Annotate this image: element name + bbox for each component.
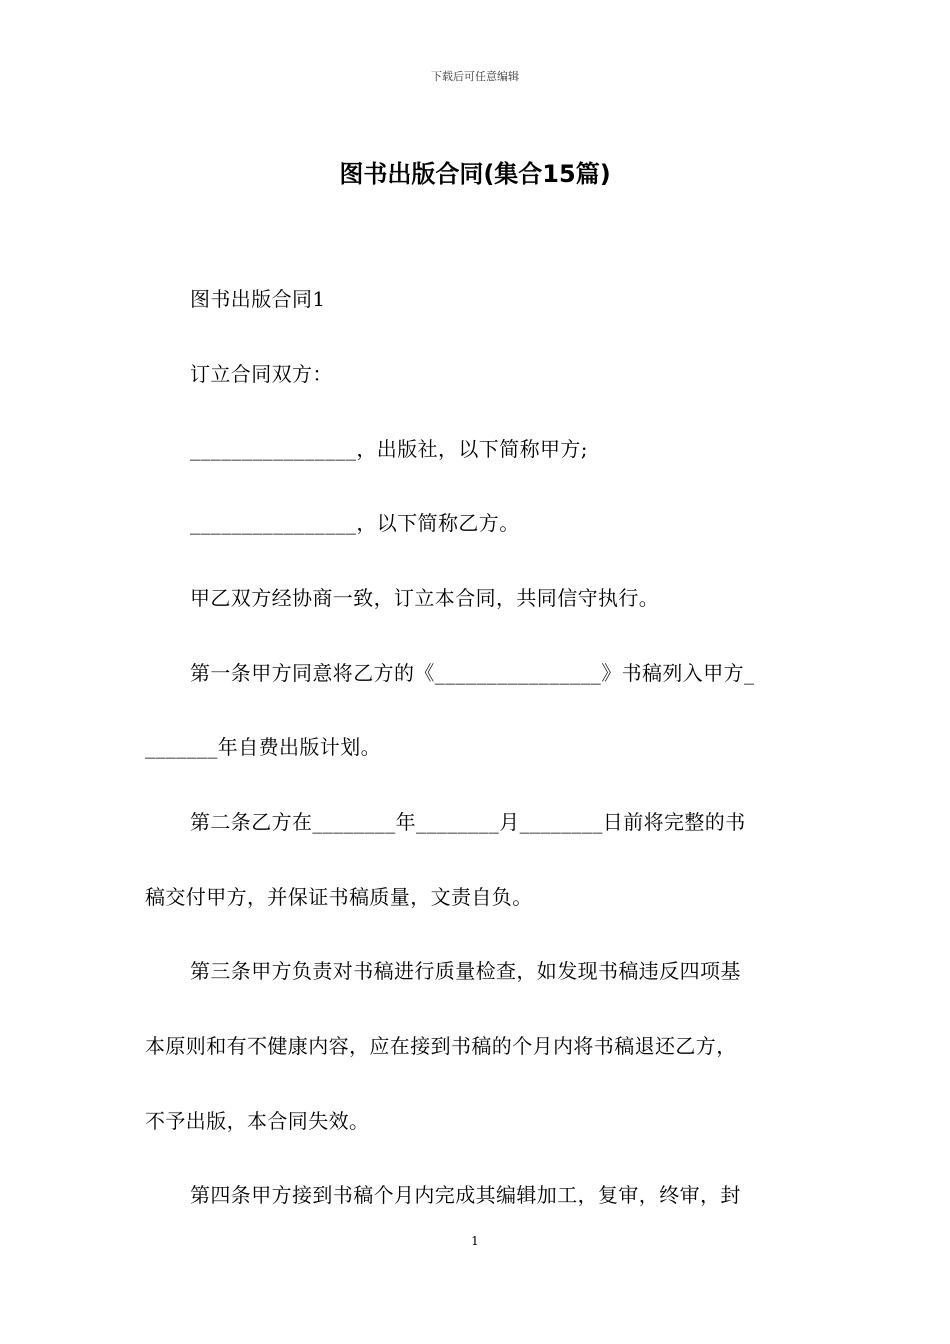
paragraph-line: 第二条乙方在________年________月________日前将完整的书 (190, 810, 746, 834)
header-note: 下载后可任意编辑 (431, 70, 519, 83)
paragraph-line: 订立合同双方： (190, 362, 333, 386)
document-title: 图书出版合同(集合15篇) (339, 160, 611, 188)
page-number: 1 (471, 1234, 479, 1248)
paragraph-line: _______年自费出版计划。 (145, 735, 381, 759)
paragraph-line: 稿交付甲方，并保证书稿质量，文责自负。 (145, 885, 533, 909)
paragraph-line: 不予出版，本合同失效。 (145, 1109, 370, 1133)
section-heading: 图书出版合同1 (190, 287, 326, 311)
paragraph-line: 本原则和有不健康内容，应在接到书稿的个月内将书稿退还乙方， (145, 1034, 737, 1058)
paragraph-line: 第一条甲方同意将乙方的《________________》书稿列入甲方_ (190, 661, 755, 685)
paragraph-line: 甲乙双方经协商一致，订立本合同，共同信守执行。 (190, 586, 660, 610)
paragraph-line: 第四条甲方接到书稿个月内完成其编辑加工，复审，终审，封 (190, 1183, 741, 1207)
paragraph-line: 第三条甲方负责对书稿进行质量检查，如发现书稿违反四项基 (190, 959, 741, 983)
paragraph-line: ________________，出版社，以下简称甲方; (190, 437, 588, 461)
paragraph-line: ________________，以下简称乙方。 (190, 511, 520, 535)
